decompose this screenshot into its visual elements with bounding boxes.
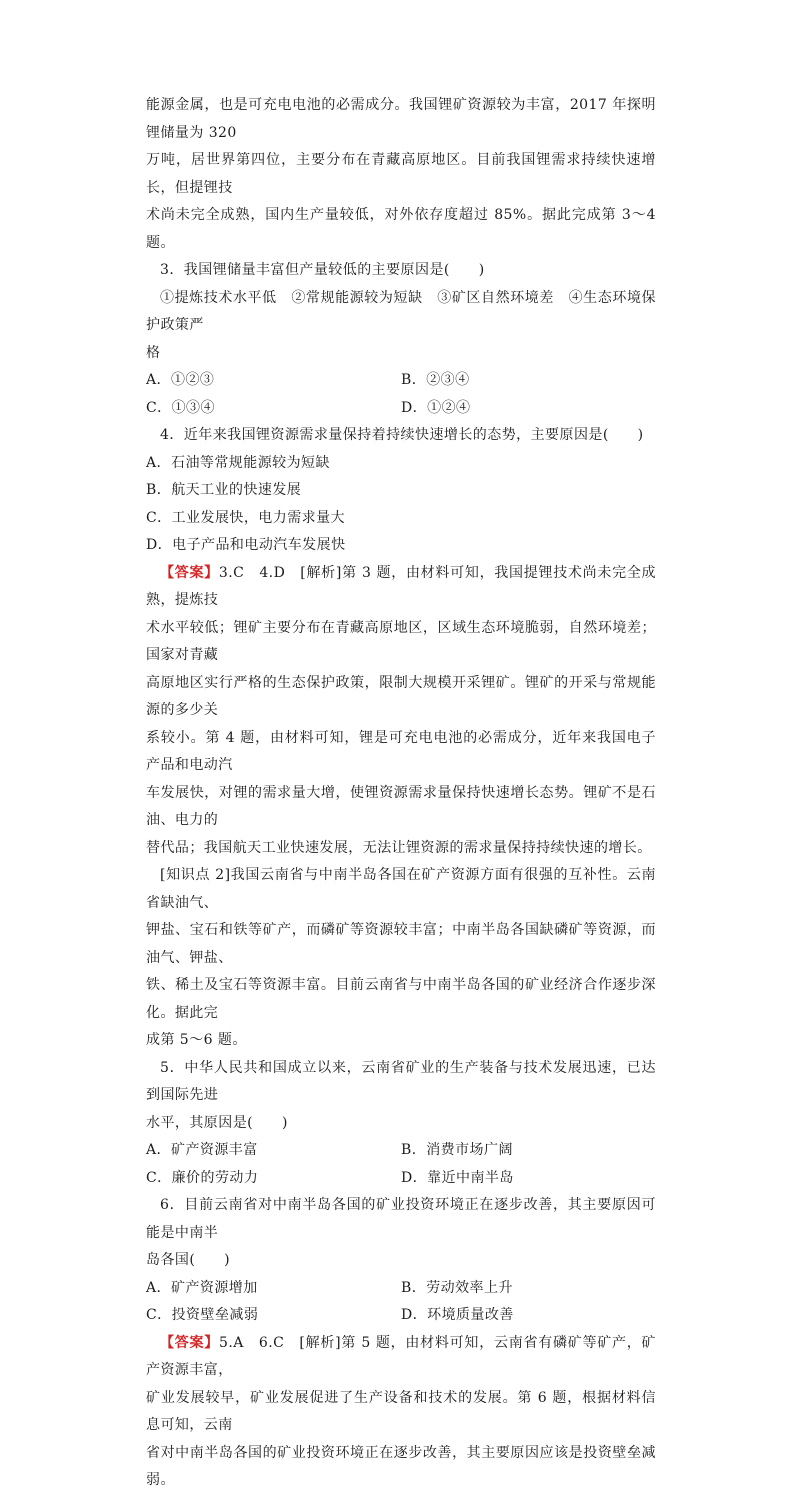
option-b[interactable]: B．②③④ [401,372,470,388]
question-6-stem: 6．目前云南省对中南半岛各国的矿业投资环境正在逐步改善，其主要原因可能是中南半 岛各国( ) [146,1197,656,1268]
option-c[interactable]: C．①③④ [146,399,215,416]
question-5-stem: 5．中华人民共和国成立以来，云南省矿业的生产装备与技术发展迅速，已达到国际先进 水平，其原因是( ) [146,1059,656,1131]
question-6-options-row-2 [146,1302,656,1330]
option-a[interactable]: A．矿产资源增加 [146,1279,258,1296]
question-3-stem: 3．我国锂储量丰富但产量较低的主要原因是( ) [160,262,485,278]
option-b[interactable]: B．劳动效率上升 [401,1279,513,1296]
option-d[interactable]: D．环境质量改善 [401,1307,514,1323]
knowledge-point-2: [知识点 2]我国云南省与中南半岛各国在矿产资源方面有很强的互补性。云南省缺油气、 钾盐、宝石和铁等矿产，而磷矿等资源较丰富；中南半岛各国缺磷矿等资源，而油气、钾盐、 铁、稀土及宝石等资源丰富。目前云南省与中南半岛各国的矿业经济合作逐步深化。据此完 成第 5～6 题。 [146,867,656,1048]
option-b[interactable]: B．消费市场广阔 [401,1142,513,1158]
question-5-options-row-1 [146,1137,656,1165]
question-5-options-row-2 [146,1165,656,1193]
answer-block-1: 【答案】3.C 4.D [解析]第 3 题，由材料可知，我国提锂技术尚未完全成熟，提炼技 术水平较低；锂矿主要分布在青藏高原地区，区域生态环境脆弱，自然环境差；国家对青藏 高原地区实行严格的生态保护政策，限制大规模开采锂矿。锂矿的开采与常规能源的多少关 系较小。第 4 题，由材料可知，锂是可充电电池的必需成分，近年来我国电子产品和电动汽 车发展快，对锂的需求量大增，使锂资源需求量保持快速增长态势。锂矿不是石油、电力的 替代品；我国航天工业快速发展，无法让锂资源的需求量保持持续快速的增长。 [146,564,656,856]
option-d[interactable]: D．电子产品和电动汽车发展快 [146,537,346,553]
intro-line: 万吨，居世界第四位，主要分布在青藏高原地区。目前我国锂需求持续快速增长，但提锂技 [146,152,656,196]
option-a[interactable]: A．矿产资源丰富 [146,1142,258,1158]
question-3-options-row-2 [146,395,656,423]
intro-line: 能源金属，也是可充电电池的必需成分。我国锂矿资源较为丰富，2017 年探明锂储量为 320 [146,97,656,141]
intro-line: 术尚未完全成熟，国内生产量较低，对外依存度超过 85%。据此完成第 3～4 题。 [146,207,656,251]
option-c[interactable]: C．廉价的劳动力 [146,1169,259,1186]
intro-paragraph [146,92,656,257]
answer-block-2: 【答案】5.A 6.C [解析]第 5 题，由材料可知，云南省有磷矿等矿产，矿产资源丰富， 矿业发展较早，矿业发展促进了生产设备和技术的发展。第 6 题，根据材料信息可知，云南 省对中南半岛各国的矿业投资环境正在逐步改善，其主要原因应该是投资壁垒减弱。 [146,1334,656,1488]
option-c[interactable]: C．工业发展快，电力需求量大 [146,509,346,526]
option-b[interactable]: B．航天工业的快速发展 [146,482,302,498]
question-3-items: ①提炼技术水平低 ②常规能源较为短缺 ③矿区自然环境差 ④生态环境保护政策严 格 [146,289,656,361]
option-d[interactable]: D．靠近中南半岛 [401,1169,514,1186]
document-body [146,92,656,1495]
option-a[interactable]: A．石油等常规能源较为短缺 [146,454,330,471]
question-4-stem: 4．近年来我国锂资源需求量保持着持续快速增长的态势，主要原因是( ) [160,427,644,443]
option-c[interactable]: C．投资壁垒减弱 [146,1307,259,1323]
answer-label: 【答案】 [160,564,219,581]
question-3-options-row-1 [146,367,656,395]
option-d[interactable]: D．①②④ [401,399,471,416]
answer-label: 【答案】 [160,1334,220,1351]
option-a[interactable]: A．①②③ [146,372,215,388]
question-6-options-row-1 [146,1275,656,1303]
